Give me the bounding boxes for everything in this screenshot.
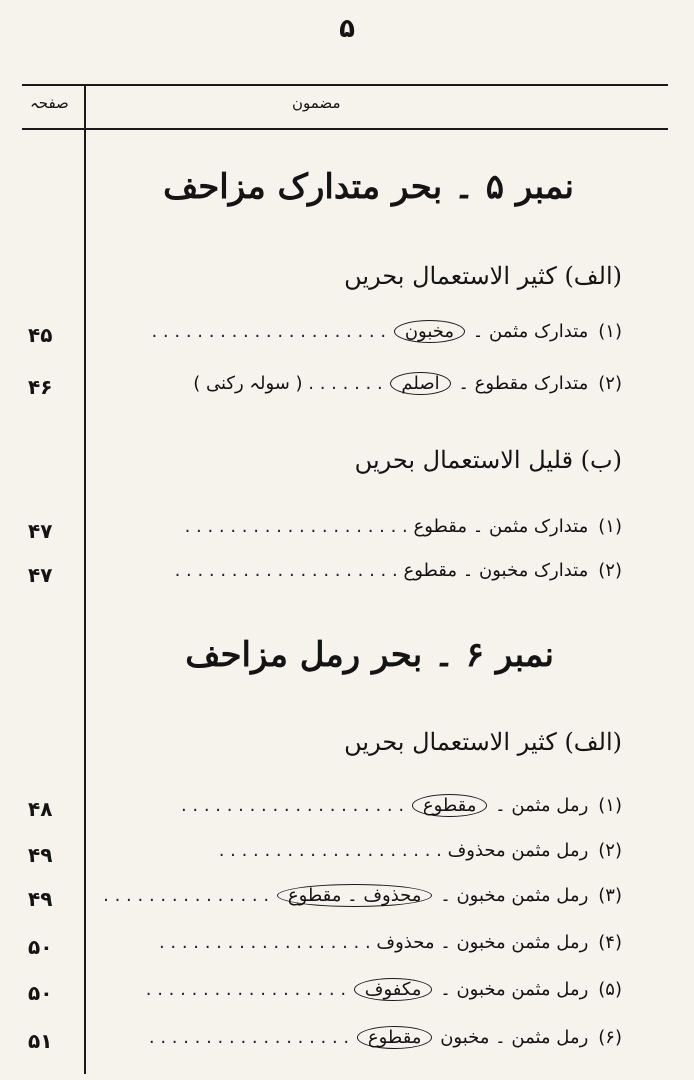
page-reference: ۴۸	[28, 797, 53, 821]
header-bottom-rule	[22, 128, 668, 130]
page-reference: ۴۹	[28, 843, 53, 867]
column-divider	[84, 84, 86, 1074]
toc-entry: (۵)رمل مثمن مخبون ۔ مکفوف . . . . . . . . . . . . . . . . . .	[145, 979, 622, 1000]
circled-annotation: اصلم	[390, 372, 450, 395]
page-reference: ۴۵	[28, 323, 53, 347]
toc-entry: (۴)رمل مثمن مخبون ۔ محذوف . . . . . . . . . . . . . . . . . . .	[158, 932, 622, 953]
toc-entry: (۱)متدارک مثمن ۔ مخبون . . . . . . . . . . . . . . . . . . . . .	[151, 321, 622, 342]
group-title: (ب) قلیل الاستعمال بحریں	[354, 446, 622, 474]
page-reference: ۴۷	[28, 563, 53, 587]
toc-entry: (۲)رمل مثمن محذوف . . . . . . . . . . . . . . . . . . . .	[218, 840, 622, 861]
page-reference: ۴۶	[28, 375, 53, 399]
circled-annotation: مکفوف	[354, 978, 433, 1001]
page-reference: ۵۱	[28, 1029, 53, 1053]
page-reference: ۴۹	[28, 887, 53, 911]
toc-entry: (۱)رمل مثمن ۔ مقطوع . . . . . . . . . . . . . . . . . . . .	[180, 795, 622, 816]
toc-entry: (۳)رمل مثمن مخبون ۔ محذوف ۔ مقطوع . . . . . . . . . . . . . . .	[103, 885, 622, 906]
toc-entry: (۲)متدارک مقطوع ۔ اصلم . . . . . . . ( سولہ رکنی )	[193, 373, 622, 394]
page-reference: ۵۰	[28, 935, 53, 959]
page-column-header: صفحہ	[30, 94, 69, 112]
section-heading: نمبر ۵ ۔ بحر متدارک مزاحف	[163, 167, 574, 207]
toc-entry: (۲)متدارک مخبون ۔ مقطوع . . . . . . . . . . . . . . . . . . . .	[174, 560, 622, 581]
page-reference: ۴۷	[28, 519, 53, 543]
page-number: ۵	[339, 14, 355, 44]
section-heading: نمبر ۶ ۔ بحر رمل مزاحف	[185, 635, 554, 675]
subject-column-header: مضمون	[292, 94, 341, 112]
group-title: (الف) کثیر الاستعمال بحریں	[344, 728, 622, 756]
circled-annotation: مقطوع	[357, 1026, 433, 1049]
page-reference: ۵۰	[28, 981, 53, 1005]
header-top-rule	[22, 84, 668, 86]
circled-annotation: مخبون	[394, 320, 465, 343]
group-title: (الف) کثیر الاستعمال بحریں	[344, 262, 622, 290]
circled-annotation: مقطوع	[412, 794, 488, 817]
toc-entry: (۶)رمل مثمن ۔ مخبون مقطوع . . . . . . . . . . . . . . . . . .	[148, 1027, 622, 1048]
toc-entry: (۱)متدارک مثمن ۔ مقطوع . . . . . . . . . . . . . . . . . . . .	[184, 516, 622, 537]
circled-annotation: محذوف ۔ مقطوع	[277, 884, 433, 907]
